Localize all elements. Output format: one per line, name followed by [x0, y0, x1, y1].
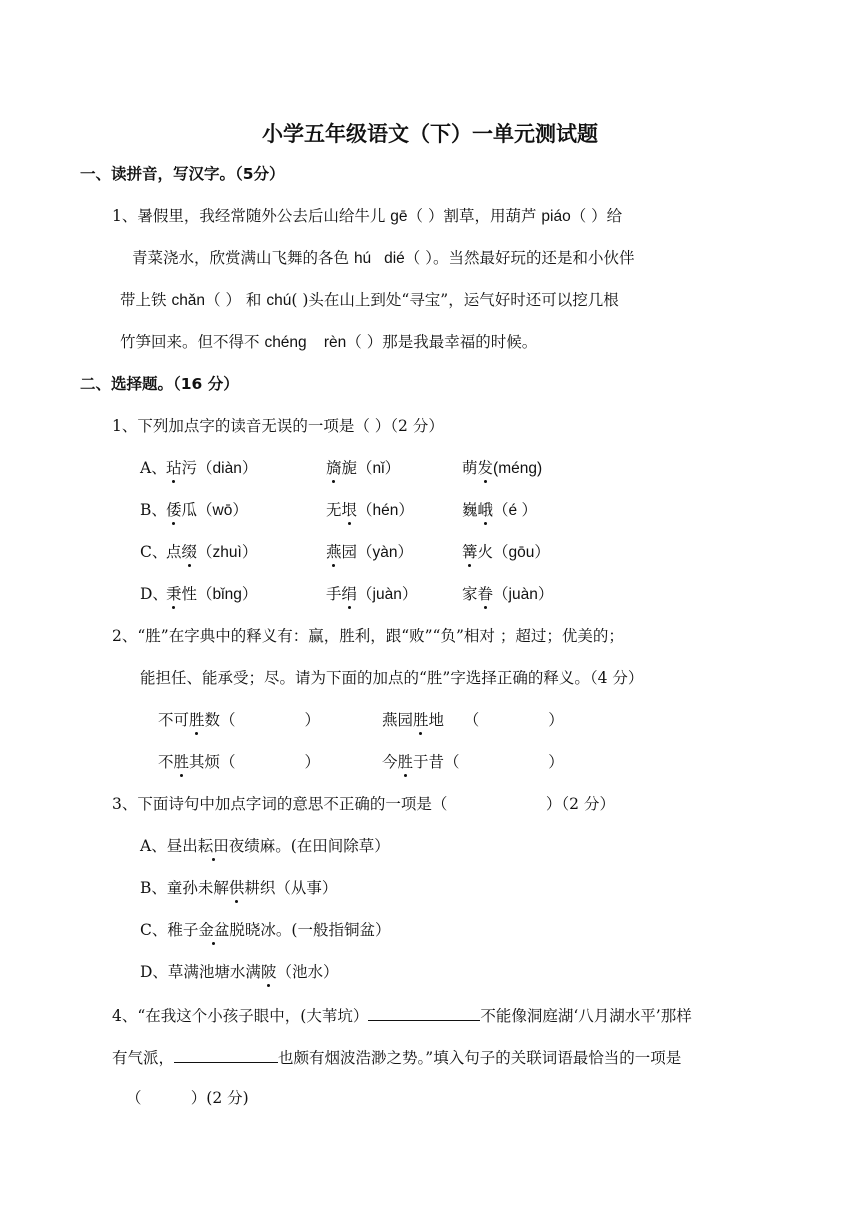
dotted-char: 秉 — [166, 585, 182, 603]
q2-item-4 — [382, 752, 564, 772]
q1-word — [166, 542, 257, 563]
word-char: 巍 — [462, 501, 478, 519]
section-1-heading: 一、读拼音，写汉字。（5分） — [80, 165, 285, 183]
pinyin: （juàn） — [357, 586, 418, 603]
q4-l2-a: 有气派， — [112, 1049, 175, 1067]
pinyin-piao: piáo — [541, 208, 571, 225]
q2-item-3-b: 其烦（ ） — [189, 753, 321, 771]
pinyin-chan: chǎn — [171, 292, 206, 309]
q3-d-dotted: 陂 — [260, 963, 277, 981]
q3-option-c — [140, 920, 390, 940]
q1-option-letter: A、 — [140, 459, 167, 477]
q2-item-2-b: 地 （ ） — [428, 711, 564, 729]
q2-item-4-b: 于昔（ ） — [413, 753, 564, 771]
word-char: 家 — [462, 585, 478, 603]
pinyin: （yàn） — [357, 544, 414, 561]
q2-item-1-dotted: 胜 — [189, 711, 205, 729]
pinyin: （juàn） — [493, 586, 554, 603]
pinyin: （zhuì） — [197, 544, 258, 561]
s1-line-2 — [132, 248, 634, 269]
pinyin: （hén） — [357, 502, 414, 519]
word-char: 污 — [181, 459, 198, 477]
q1-option-letter: B、 — [140, 501, 167, 519]
answer-blank-2[interactable] — [174, 1046, 278, 1063]
pinyin: （diàn） — [197, 460, 258, 477]
q1-word — [326, 542, 413, 563]
q4-line-2 — [112, 1046, 681, 1068]
dotted-char: 绢 — [341, 585, 358, 603]
pinyin: （gōu） — [493, 544, 550, 561]
s1-l3-text-c: ( )头在山上到处“寻宝”，运气好时还可以挖几根 — [291, 291, 619, 309]
s1-line-3 — [120, 290, 619, 311]
q1-option-letter: D、 — [140, 585, 168, 603]
dotted-char: 发 — [477, 459, 494, 477]
q1-word — [462, 584, 553, 605]
word-char: 萌 — [462, 459, 478, 477]
q3-c-dotted: 金盆 — [198, 921, 230, 939]
pinyin: （bǐng） — [197, 586, 258, 603]
s1-l3-text-b: （ ） 和 — [205, 291, 267, 309]
s1-l1-text-a: 1、暑假里，我经常随外公去后山给牛儿 — [112, 207, 391, 225]
q3-option-b — [140, 878, 337, 898]
pinyin-chu: chú — [266, 292, 292, 309]
word-char: 园 — [341, 543, 358, 561]
q1-word — [166, 584, 257, 605]
q1-word — [326, 500, 414, 521]
q1-word — [462, 458, 542, 479]
q2-item-1 — [158, 710, 320, 730]
page-title: 小学五年级语文（下）一单元测试题 — [262, 122, 598, 146]
q3-b-post: 耕织（从事） — [244, 879, 338, 897]
s1-line-1 — [112, 206, 622, 227]
q2-item-3 — [158, 752, 320, 772]
pinyin-chengren: chéng rèn — [264, 334, 347, 351]
pinyin: （wō） — [197, 502, 248, 519]
q1-word — [166, 500, 248, 521]
s1-l1-text-c: （ ）给 — [570, 207, 623, 225]
q3-b-dotted: 供 — [228, 879, 245, 897]
s1-line-4 — [120, 332, 537, 353]
q3-c-post: 脱晓冰。(一般指铜盆） — [229, 921, 391, 939]
q1-word — [326, 584, 417, 605]
dotted-char: 眷 — [477, 585, 494, 603]
q3-d-pre: D、草满池塘水满 — [140, 963, 261, 981]
q1-word — [326, 458, 400, 479]
q3-d-post: （池水） — [276, 963, 339, 981]
s1-l1-text-b: （ ）割草，用葫芦 — [407, 207, 542, 225]
q3-option-d — [140, 962, 338, 982]
pinyin: (méng) — [493, 460, 543, 477]
q2-item-4-dotted: 胜 — [397, 753, 414, 771]
dotted-char: 峨 — [477, 501, 494, 519]
q4-line-1 — [112, 1004, 692, 1026]
word-char: 瓜 — [181, 501, 198, 519]
dotted-char: 燕 — [326, 543, 342, 561]
q2-item-4-a: 今 — [382, 753, 398, 771]
section-2-heading: 二、选择题。（16 分） — [80, 375, 239, 393]
dotted-char: 垠 — [341, 501, 358, 519]
word-char: 无 — [326, 501, 342, 519]
s1-l4-text-a: 竹笋回来。但不得不 — [120, 333, 265, 351]
word-char: 手 — [326, 585, 342, 603]
q2-item-3-a: 不 — [158, 753, 174, 771]
q1-word — [166, 458, 257, 479]
word-char: 旎 — [341, 459, 358, 477]
dotted-char: 缀 — [181, 543, 198, 561]
q2-stem-1: 2、“胜”在字典中的释义有：赢，胜利，跟“败”“负”相对 ；超过；优美的； — [112, 627, 624, 645]
dotted-char: 旖 — [326, 459, 342, 477]
s1-l4-text-b: （ ）那是我最幸福的时候。 — [346, 333, 538, 351]
q2-item-2-dotted: 胜 — [413, 711, 429, 729]
q2-item-1-a: 不可 — [158, 711, 190, 729]
word-char: 点 — [166, 543, 182, 561]
q1-word — [462, 542, 550, 563]
q4-l2-b: 也颇有烟波浩渺之势。”填入句子的关联词语最恰当的一项是 — [278, 1049, 682, 1067]
q3-stem: 3、下面诗句中加点字词的意思不正确的一项是（ ）（2 分） — [112, 795, 615, 813]
s1-l2-text-b: （ ）。当然最好玩的还是和小伙伴 — [404, 249, 635, 267]
q4-line-3: （ ）(2 分) — [126, 1089, 249, 1107]
pinyin: （nǐ） — [357, 460, 401, 477]
q2-item-2 — [382, 710, 564, 730]
word-char: 火 — [477, 543, 494, 561]
q2-item-2-a: 燕园 — [382, 711, 414, 729]
pinyin-hudie: hú dié — [353, 250, 405, 267]
dotted-char: 玷 — [166, 459, 182, 477]
q2-item-3-dotted: 胜 — [173, 753, 190, 771]
dotted-char: 倭 — [166, 501, 182, 519]
s1-l3-text-a: 带上铁 — [120, 291, 172, 309]
q2-stem-2: 能担任、能承受；尽。请为下面的加点的“胜”字选择正确的释义。（4 分） — [140, 669, 644, 687]
dotted-char: 篝 — [462, 543, 478, 561]
q2-item-1-b: 数（ ） — [204, 711, 321, 729]
word-char: 性 — [181, 585, 198, 603]
pinyin-ge: gē — [390, 208, 408, 225]
q3-a-dotted: 耘田 — [197, 837, 229, 855]
q1-word — [462, 500, 537, 521]
q3-c-pre: C、稚子 — [140, 921, 199, 939]
q1-stem: 1、下列加点字的读音无误的一项是（ ）（2 分） — [112, 417, 444, 435]
q1-option-letter: C、 — [140, 543, 168, 561]
pinyin: （é ） — [493, 502, 537, 519]
q4-l1-b: 不能像洞庭湖‘八月湖水平’那样 — [480, 1007, 692, 1025]
s1-l2-text-a: 青菜浇水，欣赏满山飞舞的各色 — [132, 249, 354, 267]
answer-blank-1[interactable] — [368, 1004, 480, 1021]
q3-b-pre: B、童孙未解 — [140, 879, 229, 897]
q3-option-a — [140, 836, 390, 856]
q3-a-post: 夜绩麻。(在田间除草） — [228, 837, 390, 855]
q4-l1-a: 4、“在我这个小孩子眼中，(大苇坑） — [112, 1007, 369, 1025]
q3-a-pre: A、昼出 — [140, 837, 198, 855]
